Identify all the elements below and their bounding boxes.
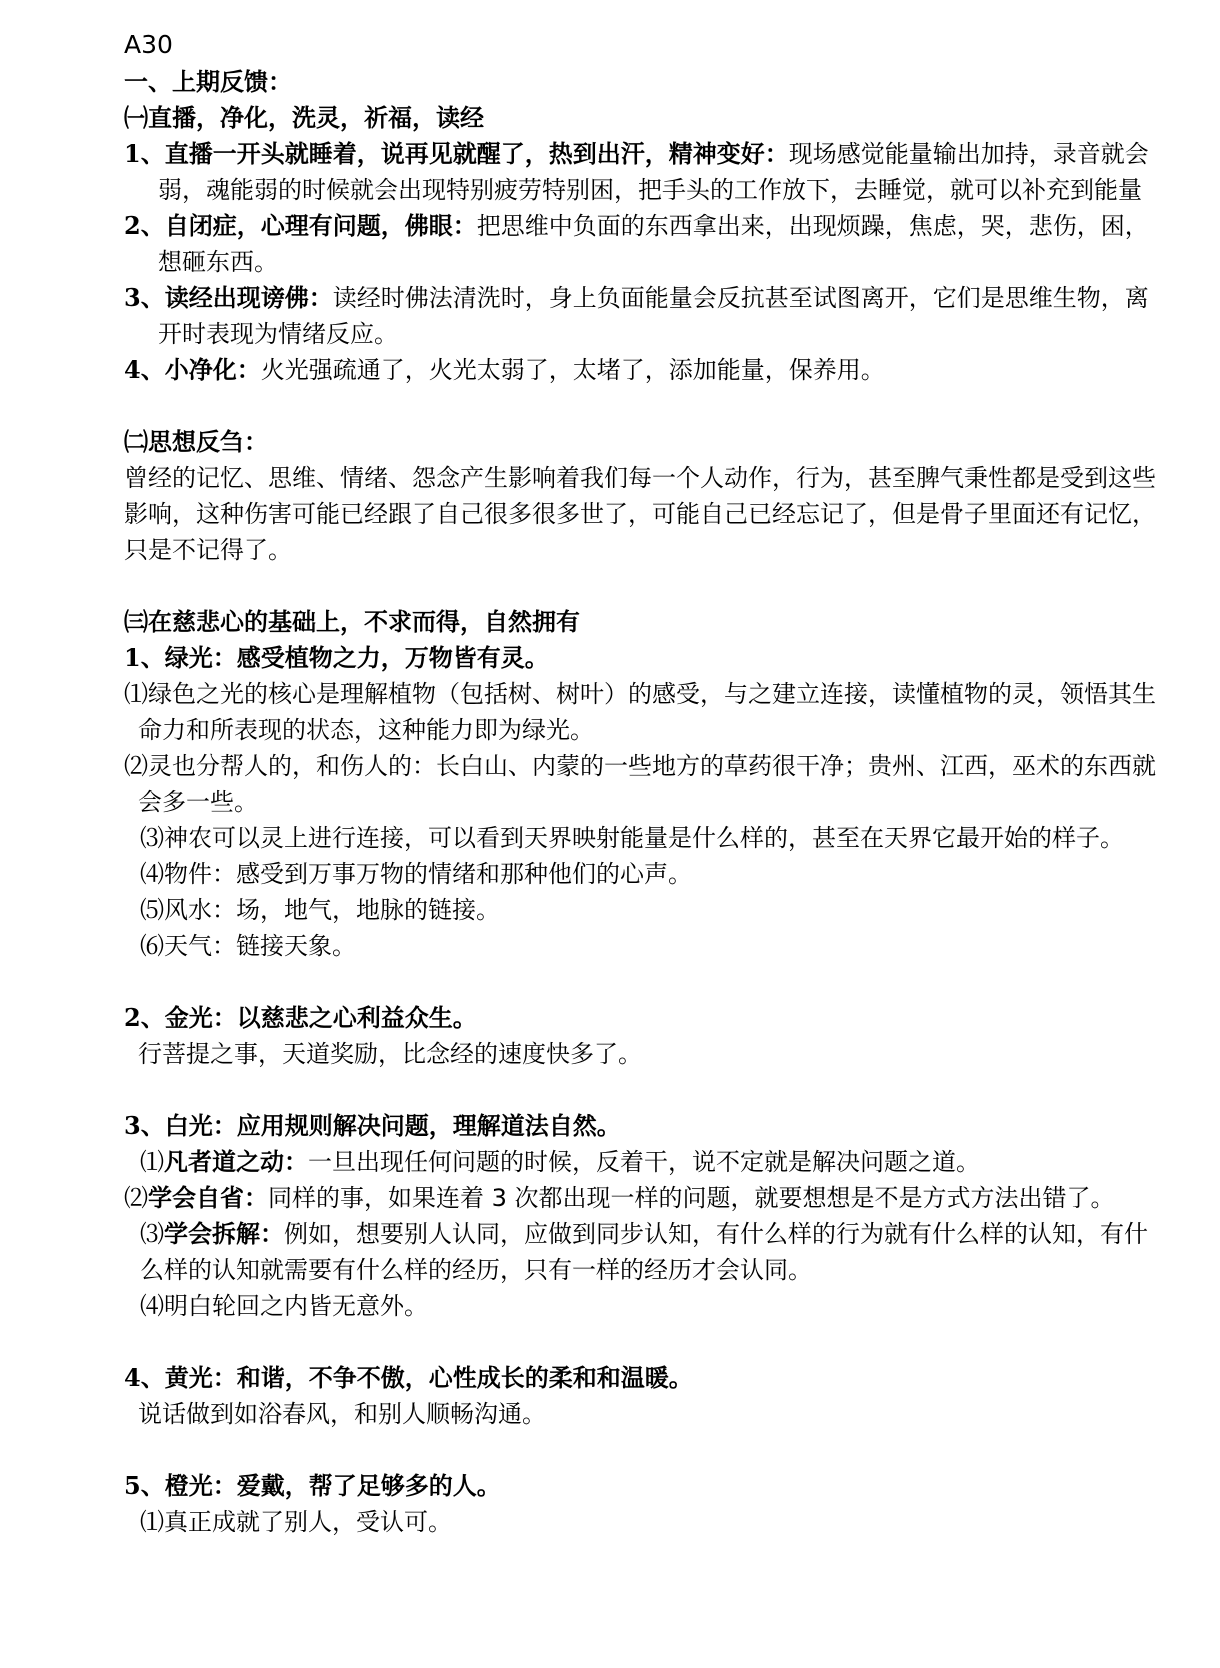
feedback-item-text: 火光强疏通了，火光太弱了，太堵了，添加能量，保养用。 <box>260 356 885 384</box>
white-point <box>124 1144 1164 1180</box>
white-point-title: 学会自省： <box>148 1183 268 1212</box>
feedback-item <box>124 136 1164 208</box>
feedback-item-label: 3、读经出现谤佛： <box>124 283 333 312</box>
feedback-item <box>124 280 1164 352</box>
feedback-item-text: 读经时佛法清洗时，身上负面能量会反抗甚至试图离开，它们是思维生物，离开时表现为情绪反应。 <box>158 284 1149 348</box>
white-point <box>124 1288 1164 1324</box>
yellow-light-text: 说话做到如浴春风，和别人顺畅沟通。 <box>138 1400 546 1428</box>
white-point-text: 例如，想要别人认同，应做到同步认知，有什么样的行为就有什么样的认知，有什么样的认知就需要有什么样的经历，只有一样的经历才会认同。 <box>140 1220 1148 1284</box>
white-point-title: 学会拆解： <box>164 1219 284 1248</box>
green-point: ⑸风水：场，地气，地脉的链接。 <box>140 896 500 924</box>
section-title: 一、上期反馈： <box>124 67 292 96</box>
green-point: ⑷物件：感受到万事万物的情绪和那种他们的心声。 <box>140 860 692 888</box>
white-point-num: ⑶ <box>140 1220 164 1248</box>
document-page <box>124 28 1164 1540</box>
gold-light-label: 2、金光：以慈悲之心利益众生。 <box>124 1003 477 1032</box>
white-point-text: 同样的事，如果连着 3 次都出现一样的问题，就要想想是不是方式方法出错了。 <box>268 1184 1115 1212</box>
paragraph-reflection: 曾经的记忆、思维、情绪、怨念产生影响着我们每一个人动作，行为，甚至脾气秉性都是受到这些影响，这种伤害可能已经跟了自己很多很多世了，可能自己已经忘记了，但是骨子里面还有记忆，只是不记得了。 <box>124 464 1156 564</box>
feedback-item-label: 4、小净化： <box>124 355 261 384</box>
white-point-num: ⑵ <box>124 1184 148 1212</box>
feedback-item-label: 2、自闭症，心理有问题，佛眼： <box>124 211 477 240</box>
green-point: ⑵灵也分帮人的，和伤人的：长白山、内蒙的一些地方的草药很干净；贵州、江西，巫术的东西就会多一些。 <box>124 752 1156 816</box>
feedback-item-label: 1、直播一开头就睡着，说再见就醒了，热到出汗，精神变好： <box>124 139 789 168</box>
white-point-text: 一旦出现任何问题的时候，反着干，说不定就是解决问题之道。 <box>308 1148 980 1176</box>
green-light-label: 1、绿光：感受植物之力，万物皆有灵。 <box>124 643 549 672</box>
feedback-item <box>124 208 1164 280</box>
orange-point: ⑴真正成就了别人，受认可。 <box>140 1508 452 1536</box>
green-point: ⑹天气：链接天象。 <box>140 932 356 960</box>
green-point: ⑴绿色之光的核心是理解植物（包括树、树叶）的感受，与之建立连接，读懂植物的灵，领悟其生命力和所表现的状态，这种能力即为绿光。 <box>124 680 1156 744</box>
green-point: ⑶神农可以灵上进行连接，可以看到天界映射能量是什么样的，甚至在天界它最开始的样子。 <box>140 824 1124 852</box>
feedback-item-text: 现场感觉能量输出加持，录音就会弱，魂能弱的时候就会出现特别疲劳特别困，把手头的工作放下，去睡觉，就可以补充到能量 <box>158 140 1149 204</box>
yellow-light-label: 4、黄光：和谐，不争不傲，心性成长的柔和和温暖。 <box>124 1363 693 1392</box>
white-point-num: ⑴ <box>140 1148 164 1176</box>
feedback-item-text: 把思维中负面的东西拿出来，出现烦躁，焦虑，哭，悲伤，困，想砸东西。 <box>158 212 1149 276</box>
white-point-num: ⑷ <box>140 1292 164 1320</box>
subsection-heading-3: ㈢在慈悲心的基础上，不求而得，自然拥有 <box>124 607 580 636</box>
gold-light-text: 行菩提之事，天道奖励，比念经的速度快多了。 <box>138 1040 642 1068</box>
white-point-text: 明白轮回之内皆无意外。 <box>164 1292 428 1320</box>
subsection-heading-2: ㈡思想反刍： <box>124 427 268 456</box>
document-id: A30 <box>124 30 173 59</box>
white-light-label: 3、白光：应用规则解决问题，理解道法自然。 <box>124 1111 621 1140</box>
feedback-item <box>124 352 1164 388</box>
white-point-title: 凡者道之动： <box>164 1147 308 1176</box>
subsection-heading-1: ㈠直播，净化，洗灵，祈福，读经 <box>124 103 484 132</box>
white-point <box>124 1180 1164 1216</box>
orange-light-label: 5、橙光：爱戴，帮了足够多的人。 <box>124 1471 501 1500</box>
white-point <box>124 1216 1164 1288</box>
